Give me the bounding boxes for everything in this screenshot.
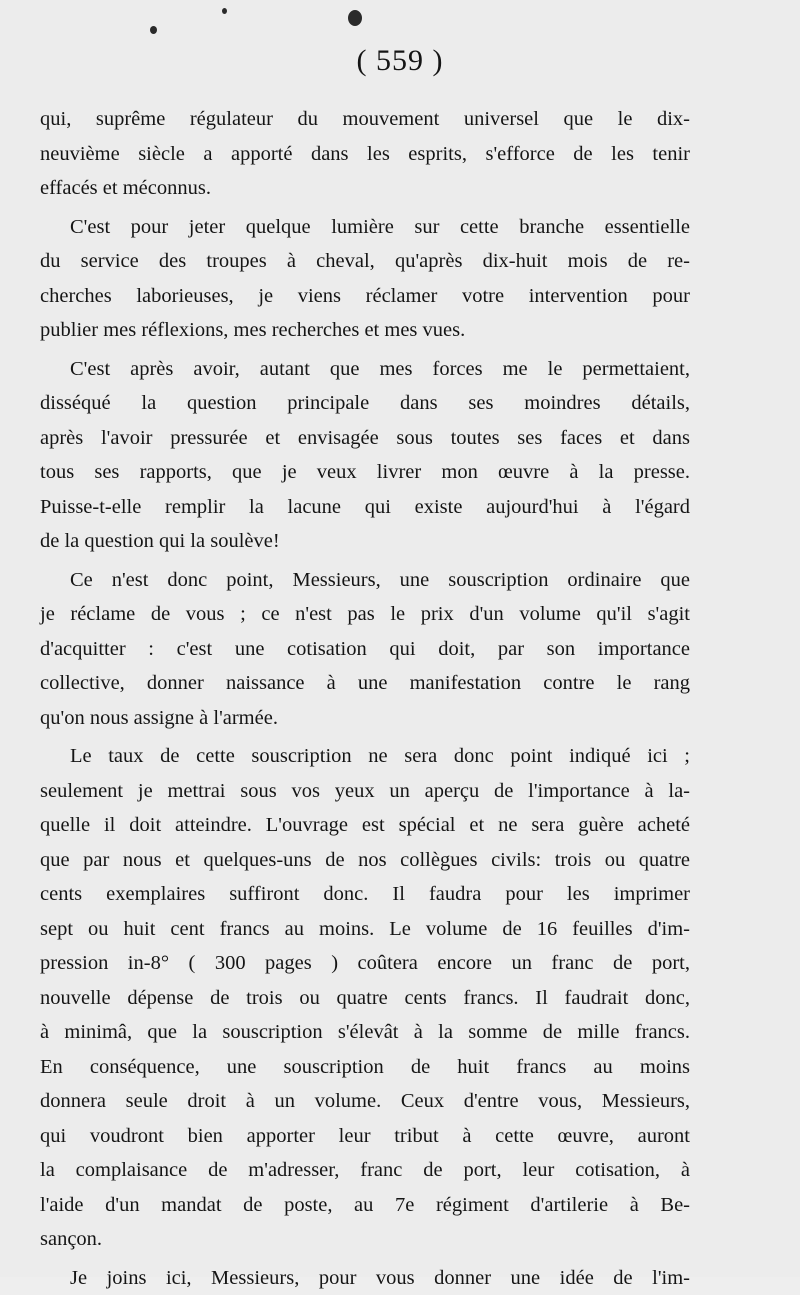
text-line: de la question qui la soulève! [40, 524, 690, 559]
text-line: la complaisance de m'adresser, franc de port, leur cotisation, à [40, 1153, 690, 1188]
text-line: pression in-8° ( 300 pages ) coûtera encore un franc de port, [40, 946, 690, 981]
text-line: C'est pour jeter quelque lumière sur cette branche essentielle [40, 210, 690, 245]
text-line: Puisse-t-elle remplir la lacune qui existe aujourd'hui à l'égard [40, 490, 690, 525]
text-line: En conséquence, une souscription de huit francs au moins [40, 1050, 690, 1085]
text-line: Je joins ici, Messieurs, pour vous donner une idée de l'im- [40, 1261, 690, 1295]
ink-blot [150, 26, 157, 34]
text-line: disséqué la question principale dans ses moindres détails, [40, 386, 690, 421]
text-line: donnera seule droit à un volume. Ceux d'entre vous, Messieurs, [40, 1084, 690, 1119]
text-line: qui, suprême régulateur du mouvement universel que le dix- [40, 102, 690, 137]
text-line: du service des troupes à cheval, qu'après dix-huit mois de re- [40, 244, 690, 279]
text-line: Ce n'est donc point, Messieurs, une souscription ordinaire que [40, 563, 690, 598]
text-line: qu'on nous assigne à l'armée. [40, 701, 690, 736]
text-line: sançon. [40, 1222, 690, 1257]
text-line: cents exemplaires suffiront donc. Il faudra pour les imprimer [40, 877, 690, 912]
text-line: d'acquitter : c'est une cotisation qui doit, par son importance [40, 632, 690, 667]
text-line: quelle il doit atteindre. L'ouvrage est spécial et ne sera guère acheté [40, 808, 690, 843]
text-line: qui voudront bien apporter leur tribut à cette œuvre, auront [40, 1119, 690, 1154]
text-line: après l'avoir pressurée et envisagée sous toutes ses faces et dans [40, 421, 690, 456]
text-line: collective, donner naissance à une manifestation contre le rang [40, 666, 690, 701]
text-line: effacés et méconnus. [40, 171, 690, 206]
text-line: C'est après avoir, autant que mes forces me le permettaient, [40, 352, 690, 387]
text-line: tous ses rapports, que je veux livrer mon œuvre à la presse. [40, 455, 690, 490]
text-line: neuvième siècle a apporté dans les esprits, s'efforce de les tenir [40, 137, 690, 172]
text-line: seulement je mettrai sous vos yeux un aperçu de l'importance à la- [40, 774, 690, 809]
text-line: que par nous et quelques-uns de nos collègues civils: trois ou quatre [40, 843, 690, 878]
text-line: l'aide d'un mandat de poste, au 7e régiment d'artilerie à Be- [40, 1188, 690, 1223]
text-line: Le taux de cette souscription ne sera donc point indiqué ici ; [40, 739, 690, 774]
body-text [40, 102, 690, 1295]
text-line: à minimâ, que la souscription s'élevât à la somme de mille francs. [40, 1015, 690, 1050]
text-line: je réclame de vous ; ce n'est pas le prix d'un volume qu'il s'agit [40, 597, 690, 632]
ink-blot [222, 8, 227, 14]
ink-blot [348, 10, 362, 26]
text-line: publier mes réflexions, mes recherches et mes vues. [40, 313, 690, 348]
text-line: sept ou huit cent francs au moins. Le volume de 16 feuilles d'im- [40, 912, 690, 947]
page-number: ( 559 ) [0, 44, 800, 78]
text-line: cherches laborieuses, je viens réclamer votre intervention pour [40, 279, 690, 314]
text-line: nouvelle dépense de trois ou quatre cents francs. Il faudrait donc, [40, 981, 690, 1016]
